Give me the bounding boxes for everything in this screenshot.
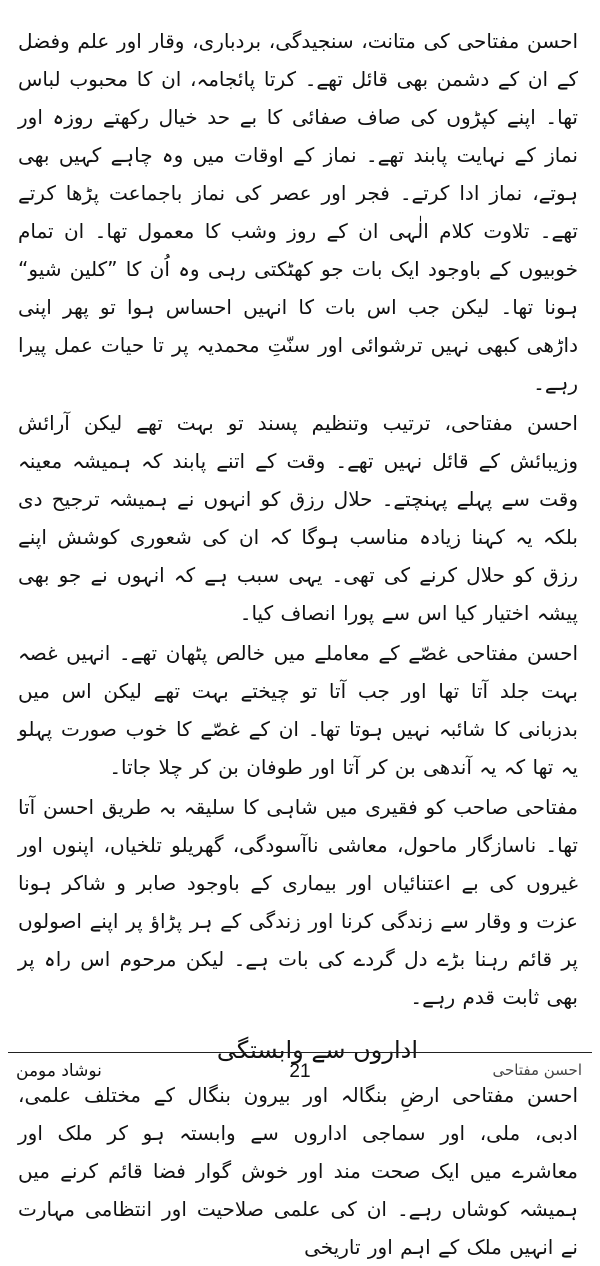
page-footer	[8, 1052, 592, 1097]
paragraph-temper: احسن مفتاحی غصّے کے معاملے میں خالص پٹھان تھے۔ انہیں غصہ بہت جلد آتا تھا اور جب آتا تو چیختے بہت تھے لیکن اس میں بدزبانی کا شائبہ نہیں ہوتا تھا۔ ان کے غصّے کا خوب صورت پہلو یہ تھا کہ یہ آندھی بن کر آتا اور طوفان بن کر چلا جاتا۔	[18, 641, 578, 779]
footer-author: نوشاد مومن	[16, 1061, 102, 1081]
paragraph-character: احسن مفتاحی کی متانت، سنجیدگی، بردباری، وقار اور علم وفضل کے ان کے دشمن بھی قائل تھے۔ کرتا پائجامہ، ان کا محبوب لباس تھا۔ اپنے کپڑوں کی صاف صفائی کا بے حد خیال رکھتے روزہ اور نماز کے نہایت پابند تھے۔ نماز کے اوقات میں وہ چاہے کہیں بھی ہوتے، نماز ادا کرتے۔ فجر اور عصر کی نماز باجماعت پڑھا کرتے تھے۔ تلاوت کلام الٰہی ان کے روز وشب کا معمول تھا۔ ان تمام خوبیوں کے باوجود ایک بات جو کھٹکتی رہی وہ اُن کا ”کلین شیو“ ہونا تھا۔ لیکن جب اس بات کا انہیں احساس ہوا تو پھر اپنی داڑھی کبھی نہیں ترشوائی اور سنّتِ محمدیہ پر تا حیات عمل پیرا رہے۔	[18, 29, 578, 395]
page-number: 21	[289, 1061, 311, 1082]
section-heading: اداروں سے وابستگی	[216, 1036, 418, 1064]
paragraph-institutions: احسن مفتاحی ارضِ بنگالہ اور بیرون بنگال کے مختلف علمی، ادبی، ملی، اور سماجی اداروں سے وابستہ ہو کر ملک اور معاشرے میں ایک صحت مند اور خوش گوار فضا قائم کرنے میں ہمیشہ کوشاں رہے۔ ان کی علمی صلاحیت اور انتظامی مہارت نے انہیں ملک کے اہم اور تاریخی	[18, 1083, 578, 1259]
paragraph-resilience: مفتاحی صاحب کو فقیری میں شاہی کا سلیقہ بہ طریق احسن آتا تھا۔ ناسازگار ماحول، معاشی ناآسودگی، گھریلو تلخیاں، اپنوں اور غیروں کی بے اعتنائیاں اور بیماری کے باوجود صابر و شاکر ہونا عزت و وقار سے زندگی کرنا اور زندگی کے ہر پڑاؤ پر اپنے اصولوں پر قائم رہنا بڑے دل گردے کی بات ہے۔ لیکن مرحوم اس راہ پر بھی ثابت قدم رہے۔	[18, 795, 578, 1009]
footer-book-title: احسن مفتاحی	[492, 1061, 582, 1079]
paragraph-discipline: احسن مفتاحی، ترتیب وتنظیم پسند تو بہت تھے لیکن آرائش وزیبائش کے قائل نہیں تھے۔ وقت کے اتنے پابند کہ ہمیشہ معینہ وقت سے پہلے پہنچتے۔ حلال رزق کو انہوں نے ہمیشہ ترجیح دی بلکہ یہ کہنا زیادہ مناسب ہوگا کہ ان کی شعوری کوشش اپنے رزق کو حلال کرنے کی تھی۔ یہی سبب ہے کہ انہوں نے جو بھی پیشہ اختیار کیا اس سے پورا انصاف کیا۔	[18, 411, 578, 625]
